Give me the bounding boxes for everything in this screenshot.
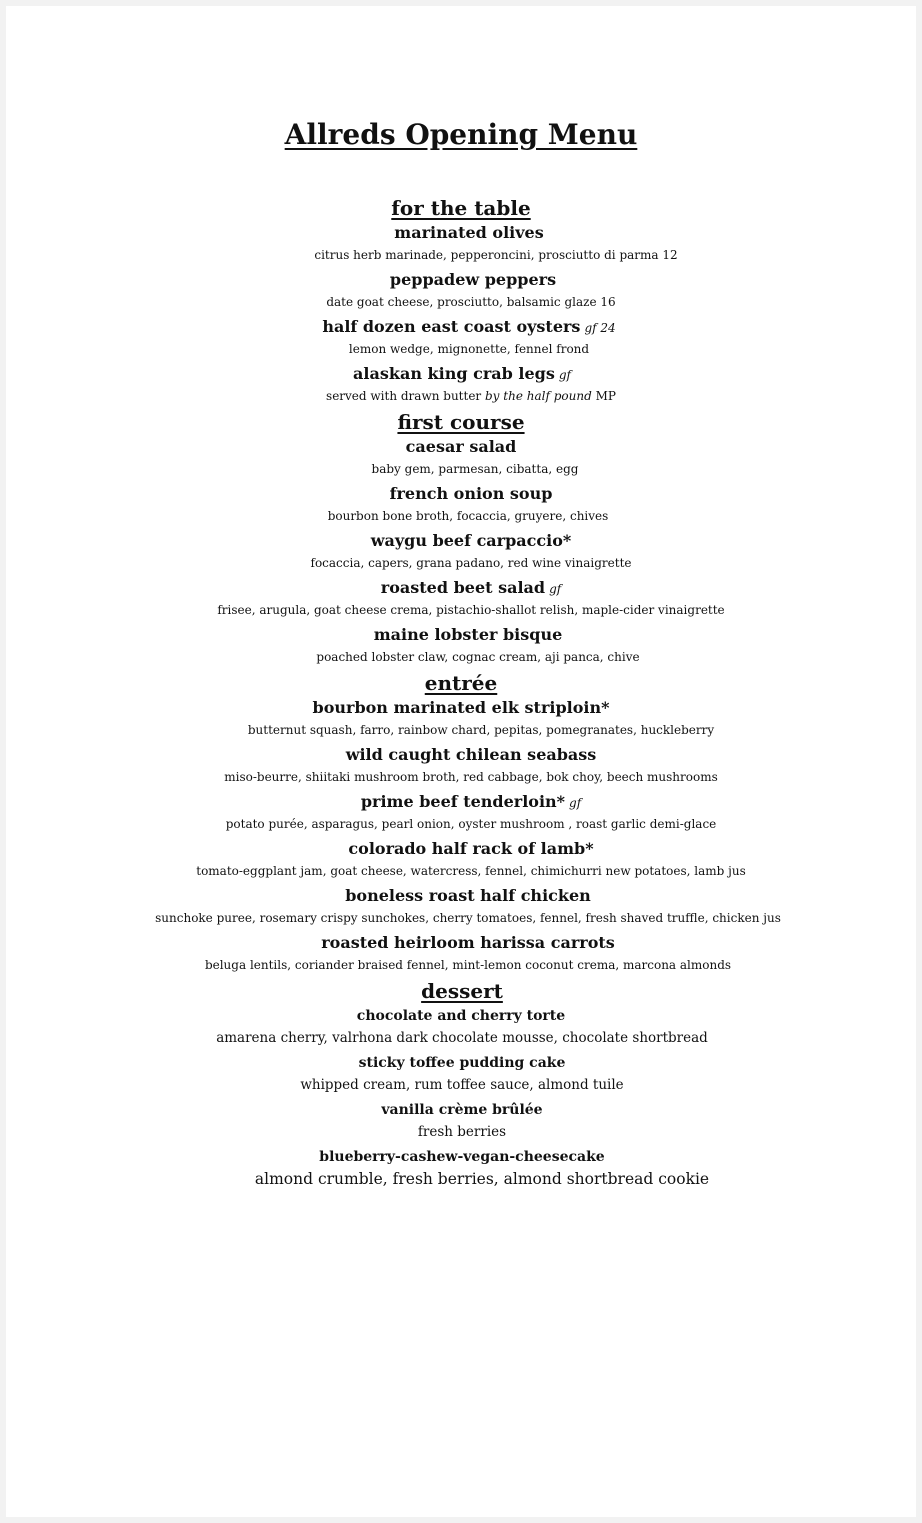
menu-item-desc: whipped cream, rum toffee sauce, almond tuile <box>300 1077 624 1093</box>
menu-item-name: wild caught chilean seabass <box>345 745 597 764</box>
menu-item-desc: citrus herb marinade, pepperoncini, prosciutto di parma 12 <box>314 248 678 262</box>
menu-item-name-row <box>26 577 916 599</box>
section-for-the-table <box>6 196 916 407</box>
section-heading: entrée <box>424 671 498 695</box>
menu-item-desc: amarena cherry, valrhona dark chocolate mousse, chocolate shortbread <box>216 1030 708 1046</box>
menu-item-desc: sunchoke puree, rosemary crispy sunchokes, cherry tomatoes, fennel, fresh shaved truffle, chicken jus <box>155 911 781 925</box>
menu-page <box>6 6 916 1517</box>
menu-item-desc: beluga lentils, coriander braised fennel, mint-lemon coconut crema, marcona almonds <box>204 958 732 972</box>
menu-item-name-row <box>22 316 916 338</box>
menu-item-name: boneless roast half chicken <box>345 886 591 905</box>
menu-item-name: roasted heirloom harissa carrots <box>321 933 615 952</box>
menu-item-name: prime beef tenderloin* <box>360 792 566 811</box>
menu-item-tag: gf 24 <box>584 321 616 335</box>
menu-item-name: roasted beet salad <box>380 578 546 597</box>
menu-item-desc: baby gem, parmesan, cibatta, egg <box>371 462 579 476</box>
menu-item-name-row <box>26 791 916 813</box>
menu-item-tag: gf <box>549 582 562 596</box>
menu-item-name: peppadew peppers <box>389 270 557 289</box>
menu-item-name: vanilla crème brûlée <box>381 1102 543 1118</box>
menu-title: Allreds Opening Menu <box>284 118 638 151</box>
menu-item-name: marinated olives <box>394 223 544 242</box>
section-heading: dessert <box>421 979 503 1003</box>
section-entree <box>6 671 916 976</box>
menu-item-desc: lemon wedge, mignonette, fennel frond <box>348 342 590 356</box>
menu-item-desc: served with drawn butter <box>326 389 482 403</box>
menu-item-desc: almond crumble, fresh berries, almond shortbread cookie <box>254 1170 710 1188</box>
menu-item-desc: potato purée, asparagus, pearl onion, oyster mushroom , roast garlic demi-glace <box>225 817 717 831</box>
menu-item-tag: gf <box>569 796 582 810</box>
menu-item-desc: frisee, arugula, goat cheese crema, pistachio-shallot relish, maple-cider vinaigrette <box>217 603 725 617</box>
menu-item-desc: date goat cheese, prosciutto, balsamic glaze 16 <box>326 295 616 309</box>
menu-item-name: waygu beef carpaccio* <box>370 531 572 550</box>
menu-item-tag: gf <box>558 368 571 382</box>
menu-item-name: alaskan king crab legs <box>353 364 555 383</box>
menu-item-name: chocolate and cherry torte <box>356 1008 566 1024</box>
menu-item-price: MP <box>595 389 616 403</box>
section-first-course <box>6 410 916 668</box>
menu-item-desc: bourbon bone broth, focaccia, gruyere, chives <box>327 509 609 523</box>
menu-item-desc: tomato-eggplant jam, goat cheese, watercress, fennel, chimichurri new potatoes, lamb jus <box>196 864 746 878</box>
section-dessert <box>6 979 916 1190</box>
menu-item-desc: fresh berries <box>417 1124 507 1140</box>
menu-item-name: colorado half rack of lamb* <box>348 839 594 858</box>
menu-item-desc-row <box>26 385 916 407</box>
menu-item-name: sticky toffee pudding cake <box>358 1055 566 1071</box>
menu-item-desc: miso-beurre, shiitaki mushroom broth, red cabbage, bok choy, beech mushrooms <box>224 770 718 784</box>
menu-item-desc: butternut squash, farro, rainbow chard, pepitas, pomegranates, huckleberry <box>247 723 715 737</box>
menu-item-desc: poached lobster claw, cognac cream, aji panca, chive <box>316 650 640 664</box>
menu-item-name: caesar salad <box>405 437 517 456</box>
menu-item-name: maine lobster bisque <box>373 625 563 644</box>
menu-item-desc-italic: by the half pound <box>485 389 592 403</box>
menu-item-name: half dozen east coast oysters <box>322 317 581 336</box>
section-heading: for the table <box>391 196 531 220</box>
menu-item-name: blueberry-cashew-vegan-cheesecake <box>319 1149 605 1165</box>
section-heading: first course <box>397 410 525 434</box>
menu-item-name-row <box>8 363 916 385</box>
menu-item-name: bourbon marinated elk striploin* <box>312 698 610 717</box>
menu-item-desc: focaccia, capers, grana padano, red wine vinaigrette <box>310 556 632 570</box>
menu-item-name: french onion soup <box>389 484 553 503</box>
menu-content <box>6 196 916 1193</box>
